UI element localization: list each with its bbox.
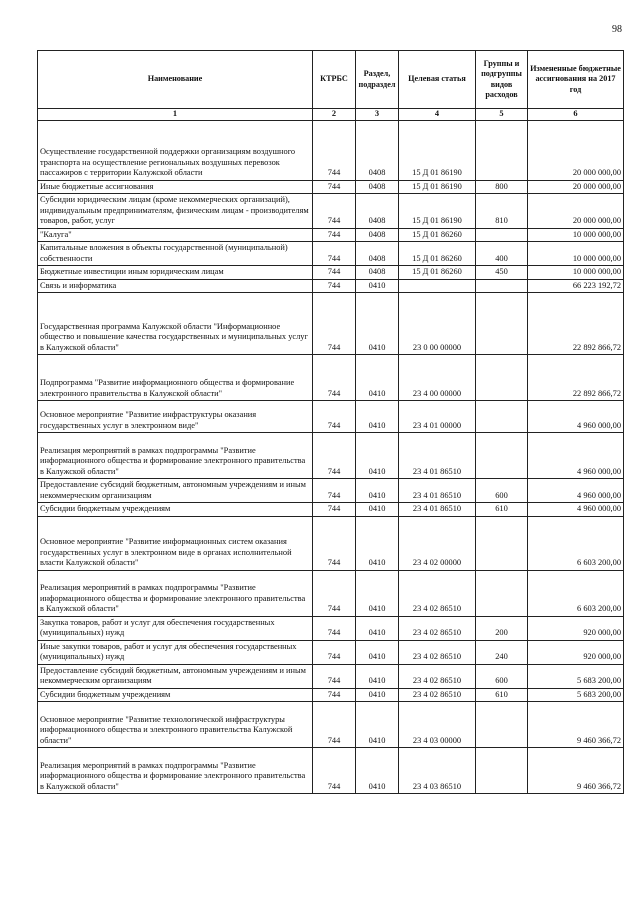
- table-row: [38, 570, 624, 616]
- row-ktrbs-cell: 744: [313, 570, 356, 616]
- row-ktrbs-cell: 744: [313, 479, 356, 503]
- row-name-cell: Субсидии бюджетным учреждениям: [38, 688, 313, 702]
- row-ktrbs-cell: 744: [313, 120, 356, 180]
- row-ktrbs-cell: 744: [313, 640, 356, 664]
- row-section-cell: 0410: [356, 433, 399, 479]
- row-amount-cell: 9 460 366,72: [528, 702, 624, 748]
- header-row: [38, 51, 624, 109]
- row-group-cell: 600: [476, 664, 528, 688]
- row-section-cell: 0410: [356, 516, 399, 570]
- row-amount-cell: 10 000 000,00: [528, 266, 624, 280]
- row-name-cell: Капитальные вложения в объекты государственной (муниципальной) собственности: [38, 242, 313, 266]
- header-target: Целевая статья: [399, 51, 476, 109]
- table-row: [38, 180, 624, 194]
- row-target-cell: 15 Д 01 86190: [399, 180, 476, 194]
- row-amount-cell: 4 960 000,00: [528, 479, 624, 503]
- table-row: [38, 516, 624, 570]
- row-amount-cell: 20 000 000,00: [528, 180, 624, 194]
- header-groups: Группы и подгруппы видов расходов: [476, 51, 528, 109]
- row-group-cell: [476, 120, 528, 180]
- row-section-cell: 0408: [356, 180, 399, 194]
- row-group-cell: [476, 279, 528, 293]
- row-group-cell: [476, 748, 528, 794]
- row-section-cell: 0410: [356, 401, 399, 433]
- row-name-cell: Осуществление государственной поддержки организациям воздушного транспорта на осуществление региональных воздушных перевозок пассажиров с территории Калужской области: [38, 120, 313, 180]
- row-name-cell: Бюджетные инвестиции иным юридическим лицам: [38, 266, 313, 280]
- row-amount-cell: 20 000 000,00: [528, 194, 624, 229]
- row-group-cell: 450: [476, 266, 528, 280]
- table-row: [38, 702, 624, 748]
- row-section-cell: 0410: [356, 616, 399, 640]
- row-target-cell: [399, 279, 476, 293]
- row-name-cell: Связь и информатика: [38, 279, 313, 293]
- table-row: [38, 503, 624, 517]
- row-amount-cell: 920 000,00: [528, 640, 624, 664]
- row-section-cell: 0408: [356, 228, 399, 242]
- row-ktrbs-cell: 744: [313, 516, 356, 570]
- column-number: 2: [313, 109, 356, 121]
- row-amount-cell: 10 000 000,00: [528, 228, 624, 242]
- row-group-cell: 200: [476, 616, 528, 640]
- row-group-cell: [476, 433, 528, 479]
- table-row: [38, 120, 624, 180]
- row-ktrbs-cell: 744: [313, 228, 356, 242]
- row-group-cell: [476, 228, 528, 242]
- row-amount-cell: 5 683 200,00: [528, 664, 624, 688]
- row-group-cell: 240: [476, 640, 528, 664]
- row-target-cell: 23 4 03 86510: [399, 748, 476, 794]
- row-group-cell: 610: [476, 503, 528, 517]
- row-target-cell: 23 4 01 86510: [399, 479, 476, 503]
- row-section-cell: 0410: [356, 688, 399, 702]
- row-section-cell: 0410: [356, 293, 399, 355]
- table-row: [38, 279, 624, 293]
- row-name-cell: Основное мероприятие "Развитие информационных систем оказания государственных услуг в электронном виде в органах исполнительной власти Калужской области": [38, 516, 313, 570]
- row-section-cell: 0410: [356, 702, 399, 748]
- table-row: [38, 640, 624, 664]
- row-group-cell: [476, 293, 528, 355]
- row-name-cell: Закупка товаров, работ и услуг для обеспечения государственных (муниципальных) нужд: [38, 616, 313, 640]
- row-ktrbs-cell: 744: [313, 180, 356, 194]
- row-name-cell: Субсидии юридическим лицам (кроме некоммерческих организаций), индивидуальным предпринимателям, физическим лицам - производителям товаров, работ, услуг: [38, 194, 313, 229]
- row-amount-cell: 10 000 000,00: [528, 242, 624, 266]
- row-target-cell: 23 4 02 86510: [399, 664, 476, 688]
- row-ktrbs-cell: 744: [313, 702, 356, 748]
- row-ktrbs-cell: 744: [313, 194, 356, 229]
- column-number: 5: [476, 109, 528, 121]
- row-target-cell: 23 4 02 86510: [399, 616, 476, 640]
- row-section-cell: 0410: [356, 748, 399, 794]
- row-amount-cell: 920 000,00: [528, 616, 624, 640]
- row-amount-cell: 4 960 000,00: [528, 401, 624, 433]
- row-group-cell: 610: [476, 688, 528, 702]
- row-target-cell: 15 Д 01 86190: [399, 120, 476, 180]
- row-amount-cell: 9 460 366,72: [528, 748, 624, 794]
- table-row: [38, 242, 624, 266]
- column-number: 6: [528, 109, 624, 121]
- table-row: [38, 748, 624, 794]
- row-amount-cell: 4 960 000,00: [528, 433, 624, 479]
- row-target-cell: 23 4 00 00000: [399, 355, 476, 401]
- header-ktrbs: КТРБС: [313, 51, 356, 109]
- row-amount-cell: 5 683 200,00: [528, 688, 624, 702]
- row-target-cell: 15 Д 01 86190: [399, 194, 476, 229]
- row-target-cell: 23 4 01 86510: [399, 433, 476, 479]
- row-target-cell: 23 0 00 00000: [399, 293, 476, 355]
- row-group-cell: [476, 702, 528, 748]
- row-name-cell: Реализация мероприятий в рамках подпрограммы "Развитие информационного общества и формирование электронного правительства в Калужской области": [38, 570, 313, 616]
- row-ktrbs-cell: 744: [313, 688, 356, 702]
- row-amount-cell: 20 000 000,00: [528, 120, 624, 180]
- row-name-cell: Реализация мероприятий в рамках подпрограммы "Развитие информационного общества и формирование электронного правительства в Калужской области": [38, 433, 313, 479]
- row-section-cell: 0410: [356, 570, 399, 616]
- budget-table: [37, 50, 624, 794]
- row-section-cell: 0410: [356, 503, 399, 517]
- table-row: [38, 479, 624, 503]
- header-section: Раздел, подраздел: [356, 51, 399, 109]
- row-name-cell: Иные закупки товаров, работ и услуг для обеспечения государственных (муниципальных) нужд: [38, 640, 313, 664]
- row-ktrbs-cell: 744: [313, 616, 356, 640]
- row-ktrbs-cell: 744: [313, 433, 356, 479]
- row-group-cell: 400: [476, 242, 528, 266]
- row-ktrbs-cell: 744: [313, 279, 356, 293]
- row-target-cell: 23 4 02 86510: [399, 640, 476, 664]
- header-changed: Измененные бюджетные ассигнования на 2017 год: [528, 51, 624, 109]
- table-row: [38, 194, 624, 229]
- row-section-cell: 0408: [356, 120, 399, 180]
- page-number: 98: [612, 24, 622, 35]
- row-section-cell: 0410: [356, 479, 399, 503]
- row-name-cell: Основное мероприятие "Развитие инфраструктуры оказания государственных услуг в электронном виде": [38, 401, 313, 433]
- row-name-cell: "Калуга": [38, 228, 313, 242]
- row-target-cell: 15 Д 01 86260: [399, 228, 476, 242]
- row-ktrbs-cell: 744: [313, 664, 356, 688]
- table-row: [38, 401, 624, 433]
- column-number: 4: [399, 109, 476, 121]
- row-target-cell: 23 4 02 00000: [399, 516, 476, 570]
- row-name-cell: Основное мероприятие "Развитие технологической инфраструктуры информационного общества и электронного правительства Калужской области": [38, 702, 313, 748]
- row-group-cell: [476, 401, 528, 433]
- row-section-cell: 0408: [356, 242, 399, 266]
- row-section-cell: 0408: [356, 266, 399, 280]
- row-target-cell: 23 4 02 86510: [399, 570, 476, 616]
- row-section-cell: 0410: [356, 664, 399, 688]
- header-name: Наименование: [38, 51, 313, 109]
- row-ktrbs-cell: 744: [313, 266, 356, 280]
- row-name-cell: Государственная программа Калужской области "Информационное общество и повышение качества государственных и муниципальных услуг в Калужской области": [38, 293, 313, 355]
- row-target-cell: 15 Д 01 86260: [399, 242, 476, 266]
- table-row: [38, 664, 624, 688]
- row-section-cell: 0410: [356, 355, 399, 401]
- row-group-cell: [476, 355, 528, 401]
- row-target-cell: 23 4 03 00000: [399, 702, 476, 748]
- row-name-cell: Подпрограмма "Развитие информационного общества и формирование электронного правительства в Калужской области": [38, 355, 313, 401]
- row-amount-cell: 6 603 200,00: [528, 516, 624, 570]
- row-target-cell: 23 4 02 86510: [399, 688, 476, 702]
- row-group-cell: [476, 570, 528, 616]
- row-ktrbs-cell: 744: [313, 401, 356, 433]
- row-group-cell: 800: [476, 180, 528, 194]
- column-number: 1: [38, 109, 313, 121]
- row-section-cell: 0410: [356, 640, 399, 664]
- column-number-row: [38, 109, 624, 121]
- row-group-cell: 810: [476, 194, 528, 229]
- row-name-cell: Иные бюджетные ассигнования: [38, 180, 313, 194]
- row-ktrbs-cell: 744: [313, 503, 356, 517]
- row-ktrbs-cell: 744: [313, 293, 356, 355]
- table-row: [38, 688, 624, 702]
- table-row: [38, 433, 624, 479]
- column-number: 3: [356, 109, 399, 121]
- row-name-cell: Предоставление субсидий бюджетным, автономным учреждениям и иным некоммерческим организациям: [38, 479, 313, 503]
- table-row: [38, 266, 624, 280]
- row-amount-cell: 22 892 866,72: [528, 355, 624, 401]
- row-name-cell: Реализация мероприятий в рамках подпрограммы "Развитие информационного общества и формирование электронного правительства в Калужской области": [38, 748, 313, 794]
- table-row: [38, 355, 624, 401]
- row-section-cell: 0408: [356, 194, 399, 229]
- row-amount-cell: 6 603 200,00: [528, 570, 624, 616]
- row-name-cell: Предоставление субсидий бюджетным, автономным учреждениям и иным некоммерческим организациям: [38, 664, 313, 688]
- row-section-cell: 0410: [356, 279, 399, 293]
- table-row: [38, 293, 624, 355]
- row-amount-cell: 4 960 000,00: [528, 503, 624, 517]
- row-ktrbs-cell: 744: [313, 748, 356, 794]
- row-target-cell: 23 4 01 00000: [399, 401, 476, 433]
- row-amount-cell: 22 892 866,72: [528, 293, 624, 355]
- row-target-cell: 23 4 01 86510: [399, 503, 476, 517]
- row-amount-cell: 66 223 192,72: [528, 279, 624, 293]
- table-row: [38, 616, 624, 640]
- row-group-cell: [476, 516, 528, 570]
- table-row: [38, 228, 624, 242]
- row-ktrbs-cell: 744: [313, 242, 356, 266]
- row-ktrbs-cell: 744: [313, 355, 356, 401]
- row-name-cell: Субсидии бюджетным учреждениям: [38, 503, 313, 517]
- row-target-cell: 15 Д 01 86260: [399, 266, 476, 280]
- row-group-cell: 600: [476, 479, 528, 503]
